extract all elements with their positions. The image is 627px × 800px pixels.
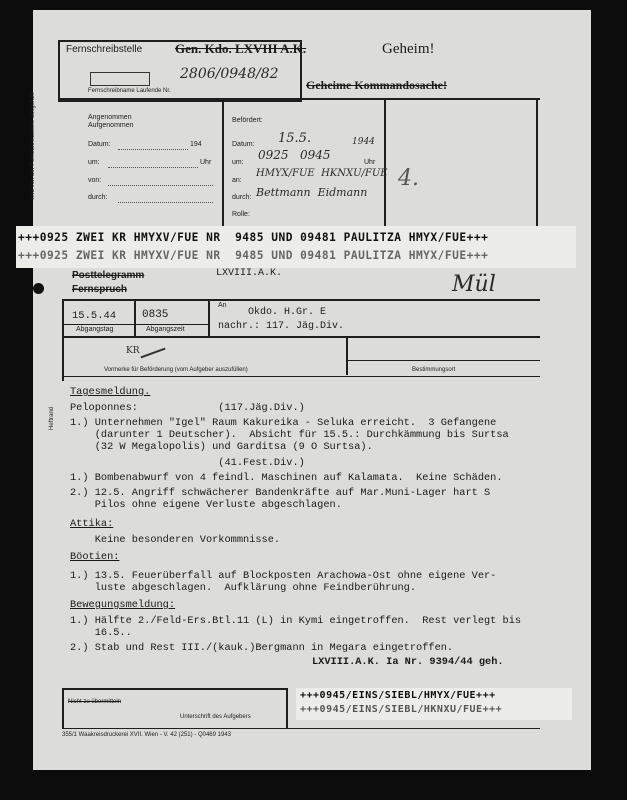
routing-phone: Fernspruch — [72, 284, 128, 295]
dispatch-to-label: An — [218, 302, 227, 309]
side-note: wird von der Fernschreibstelle ausgefüllt — [30, 92, 36, 200]
teleprinter-strip-top-echo: +++0925 ZWEI KR HMYXV/FUE NR 9485 UND 09481 PAULITZA HMYX/FUE+++ — [18, 249, 489, 262]
received-from-label: von: — [88, 177, 102, 184]
received-heading-1: Angenommen — [88, 114, 132, 121]
forwarded-time-value: 0925 0945 — [258, 148, 331, 162]
form-title: Fernschreibstelle — [66, 44, 143, 55]
message-line: (darunter 1 Deutscher). Absicht für 15.5.: Durchkämmung bis Surtsa — [70, 429, 509, 441]
forwarded-time-label: um: — [232, 159, 244, 166]
forwarded-to-label: an: — [232, 177, 242, 184]
side-note-lower: Heftrand — [49, 406, 55, 430]
rule — [208, 301, 210, 337]
classification-mark: Geheim! — [382, 41, 435, 57]
message-line: 2.) 12.5. Angriff schwächerer Bandenkräfte auf Mar.Muni-Lager hart S — [70, 487, 491, 499]
message-line: 1.) Bombenabwurf von 4 feindl. Maschinen auf Kalamata. Keine Schäden. — [70, 472, 503, 484]
forwarded-by-value: Bettmann Eidmann — [256, 186, 368, 199]
forwarded-initial-mark: 4. — [398, 166, 419, 191]
rule — [384, 100, 386, 228]
message-line: 1.) Hälfte 2./Feld-Ers.Btl.11 (L) in Kymi eingetroffen. Rest verlegt bis — [70, 615, 522, 627]
routing-postal: Posttelegramm — [72, 270, 145, 281]
teleprinter-strip-bottom-text-2: +++0945/EINS/SIEBL/HKNXU/FUE+++ — [300, 704, 503, 715]
number-boxes — [90, 72, 150, 86]
classification-struck: Geheime Kommandosache! — [306, 78, 447, 92]
message-line: (32 W Megalopolis) und Garditsa (9 O Surtsa). — [70, 441, 373, 453]
received-heading-2: Aufgenommen — [88, 122, 134, 129]
message-line: 1.) Unternehmen "Igel" Raum Kakureika - Seluka erreicht. 3 Gefangene — [70, 417, 497, 429]
teleprinter-strip-top-text: +++0925 ZWEI KR HMYXV/FUE NR 9485 UND 09481 PAULITZA HMYX/FUE+++ — [18, 231, 489, 244]
rule — [62, 688, 288, 690]
forwarded-year: 1944 — [352, 137, 375, 147]
rule — [62, 301, 64, 381]
rule — [58, 98, 540, 100]
routing-sender: LXVIII.A.K. — [216, 268, 283, 279]
message-line: 2.) Stab und Rest III./(kauk.)Bergmann in Megara eingetroffen. — [70, 642, 454, 654]
rule — [346, 337, 348, 375]
message-line: Keine besonderen Vorkommnisse. — [70, 534, 281, 546]
number-handwritten: 2806/0948/82 — [180, 66, 279, 82]
forwarded-role-label: Rolle: — [232, 211, 250, 218]
rule — [62, 688, 64, 728]
message-line: 1.) 13.5. Feuerüberfall auf Blockposten Arachowa-Ost ohne eigene Ver- — [70, 570, 497, 582]
rule — [134, 301, 136, 337]
rule — [346, 360, 540, 361]
message-heading: Böotien: — [70, 551, 120, 563]
dispatch-time-value: 0835 — [142, 309, 169, 321]
rule — [62, 728, 540, 729]
received-date-label: Datum: — [88, 141, 111, 148]
rule — [222, 100, 224, 228]
rule — [536, 98, 538, 228]
priority-mark: KR — [126, 346, 140, 356]
message-line: Peloponnes: (117.Jäg.Div.) — [70, 402, 305, 414]
forwarded-to-value: HMYX/FUE HKNXU/FUE — [256, 168, 388, 179]
destination-label: Bestimmungsort — [412, 367, 456, 373]
message-line: luste abgeschlagen. Aufklärung ohne Feindberührung. — [70, 582, 417, 594]
forwarded-date-label: Datum: — [232, 141, 255, 148]
message-reference: LXVIII.A.K. Ia Nr. 9394/44 geh. — [312, 656, 504, 668]
forwarded-heading: Befördert: — [232, 117, 263, 124]
forwarded-by-label: durch: — [232, 194, 252, 201]
no-transmit-label: Nicht zu übermitteln — [68, 699, 122, 705]
message-line: (41.Fest.Div.) — [70, 457, 305, 469]
dispatch-recipient-2: nachr.: 117. Jäg.Div. — [218, 321, 345, 332]
teleprinter-strip-bottom-text-1: +++0945/EINS/SIEBL/HMYX/FUE+++ — [300, 690, 496, 701]
message-line: Pilos ohne eigene Verluste abgeschlagen. — [70, 499, 342, 511]
message-heading: Bewegungsmeldung: — [70, 599, 176, 611]
rule — [64, 324, 208, 325]
rule — [62, 336, 540, 338]
rule — [286, 688, 288, 728]
forwarded-date-value: 15.5. — [278, 131, 312, 146]
message-line: 16.5.. — [70, 627, 132, 639]
message-heading: Attika: — [70, 518, 114, 530]
rule — [118, 149, 188, 150]
forwarded-time-unit: Uhr — [364, 159, 376, 166]
received-year: 194 — [190, 141, 202, 148]
dispatch-time-label: Abgangszeit — [146, 326, 185, 333]
dispatch-recipient-1: Okdo. H.Gr. E — [248, 307, 327, 318]
received-by-label: durch: — [88, 194, 108, 201]
rule — [118, 202, 213, 203]
origin-office: Gen. Kdo. LXVIII A.K. — [175, 41, 307, 56]
rule — [108, 167, 198, 168]
received-time-unit: Uhr — [200, 159, 212, 166]
received-time-label: um: — [88, 159, 100, 166]
dispatch-date-label: Abgangstag — [76, 326, 114, 333]
routing-signature: Mül — [452, 272, 496, 297]
printer-line: 355/1 Waakreisdruckerei XVII. Wien - V. 42 (251) - Q0469 1943 — [62, 732, 231, 738]
rule — [108, 185, 213, 186]
number-label: Fernschreibname Laufende Nr. — [88, 88, 171, 94]
rule — [62, 376, 540, 377]
message-title: Tagesmeldung. — [70, 386, 151, 398]
hole-punch — [33, 283, 44, 294]
dispatch-date-value: 15.5.44 — [72, 310, 117, 322]
notes-label: Vormerke für Beförderung (vom Aufgeber auszufüllen) — [104, 367, 248, 373]
signature-label: Unterschrift des Aufgebers — [180, 714, 251, 720]
